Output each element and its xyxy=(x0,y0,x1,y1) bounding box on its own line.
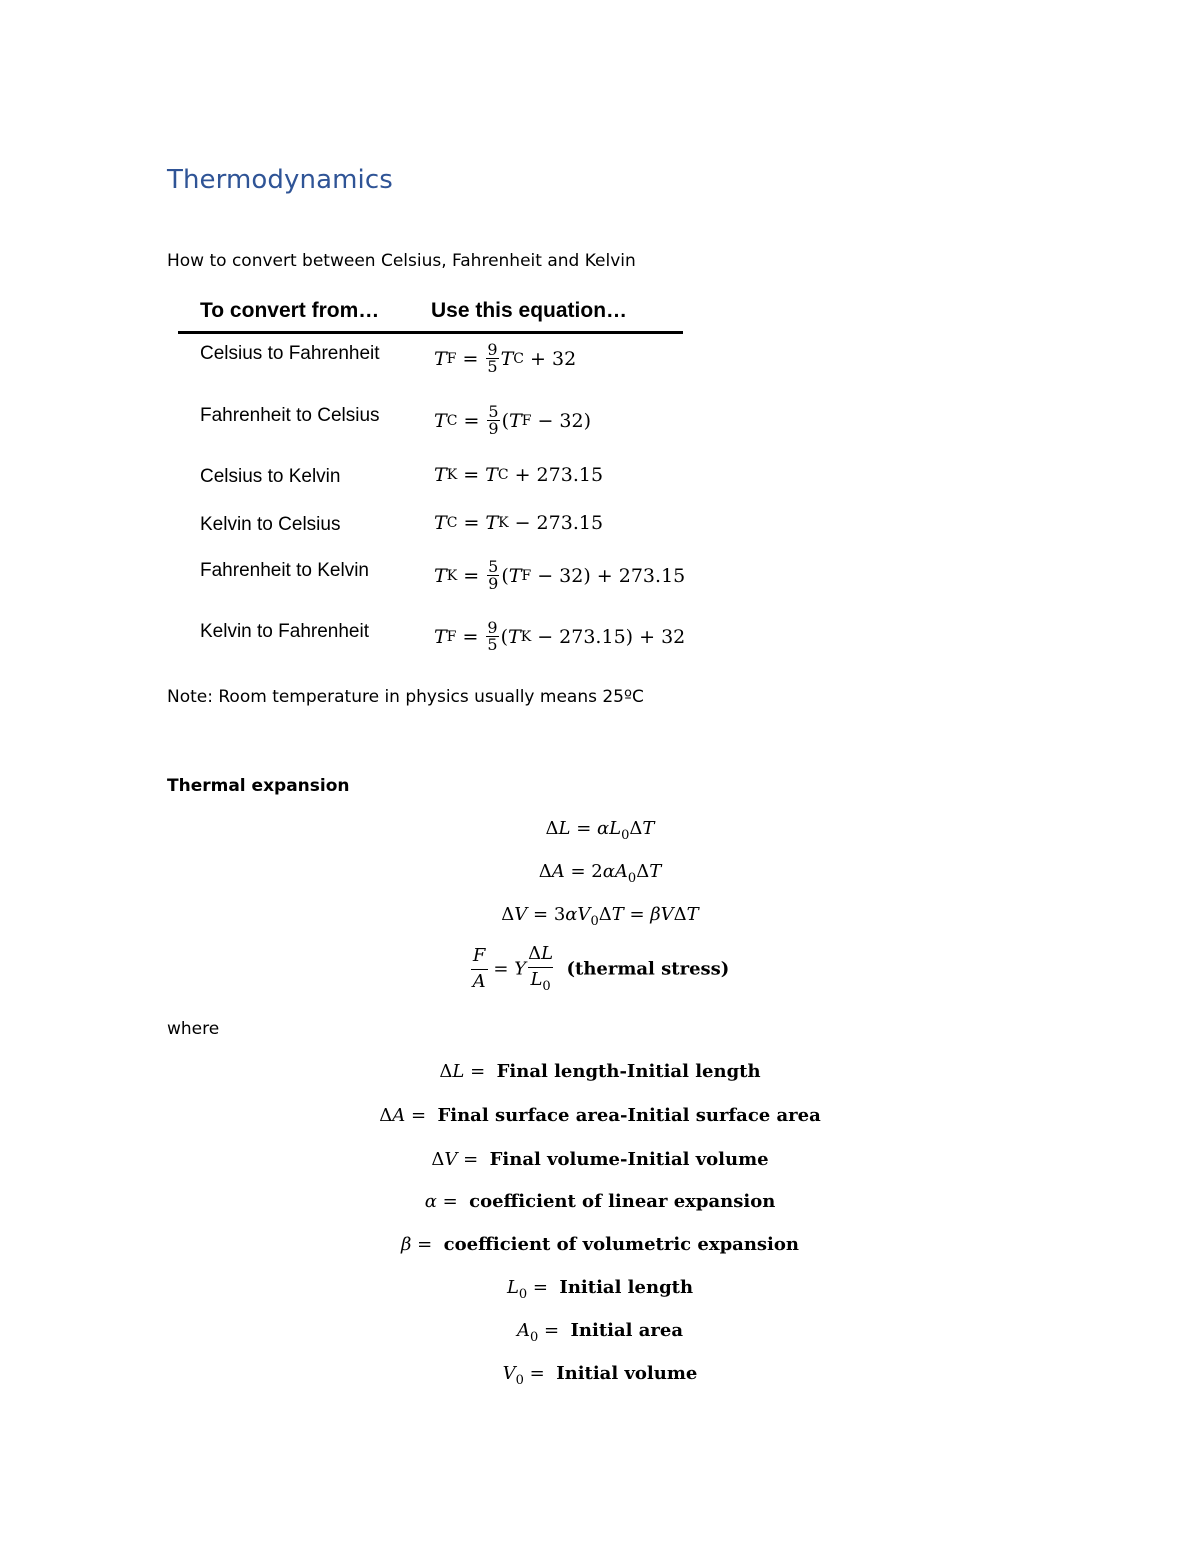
definition-alpha: α = coefficient of linear expansion xyxy=(424,1191,776,1212)
equation-f-to-c: T C = $\frac{5}{9}$ ( T F − 32) xyxy=(434,402,592,438)
definition-delta-a: ΔA = Final surface area-Initial surface area xyxy=(379,1105,821,1126)
definition-l0-text: Initial length xyxy=(559,1277,694,1298)
row-label-k-to-c: Kelvin to Celsius xyxy=(200,514,341,535)
thermal-stress-label: (thermal stress) xyxy=(566,958,730,980)
row-label-c-to-k: Celsius to Kelvin xyxy=(200,466,341,487)
equation-linear-expansion: $\Delta L = \alpha L_0\Delta T$ xyxy=(545,818,655,843)
equation-area-expansion: $\Delta A = 2\alpha A_0\Delta T$ xyxy=(538,861,662,886)
definition-beta-text: coefficient of volumetric expansion xyxy=(443,1234,799,1255)
row-label-f-to-c: Fahrenheit to Celsius xyxy=(200,405,380,426)
definition-delta-l-text: Final length-Initial length xyxy=(496,1061,761,1082)
definition-alpha-text: coefficient of linear expansion xyxy=(469,1191,776,1212)
definition-delta-l: ΔL = Final length-Initial length xyxy=(439,1061,761,1082)
table-header-from: To convert from… xyxy=(200,299,380,322)
conversion-intro: How to convert between Celsius, Fahrenheit and Kelvin xyxy=(167,251,636,271)
equation-volume-expansion: $\Delta V = 3\alpha V_0\Delta T = \beta V\Delta T$ xyxy=(501,904,699,929)
table-header-equation: Use this equation… xyxy=(431,299,628,322)
definition-delta-v: ΔV = Final volume-Initial volume xyxy=(431,1149,769,1170)
definition-a0: $A_0$ = Initial area xyxy=(516,1320,684,1345)
equation-c-to-k: T K = T C + 273.15 xyxy=(434,464,604,486)
definition-delta-v-text: Final volume-Initial volume xyxy=(489,1149,769,1170)
definition-l0: $L_0$ = Initial length xyxy=(506,1277,694,1302)
equation-k-to-c: T C = T K − 273.15 xyxy=(434,512,604,534)
equation-k-to-f: T F = $\frac{9}{5}$ ( T K − 273.15) + 32 xyxy=(434,618,686,654)
room-temperature-note: Note: Room temperature in physics usually means 25ºC xyxy=(167,687,644,707)
definition-v0: $V_0$ = Initial volume xyxy=(502,1363,698,1388)
row-label-c-to-f: Celsius to Fahrenheit xyxy=(200,343,380,364)
definition-beta: β = coefficient of volumetric expansion xyxy=(401,1234,799,1255)
definition-a0-text: Initial area xyxy=(570,1320,684,1341)
row-label-f-to-k: Fahrenheit to Kelvin xyxy=(200,560,369,581)
equation-f-to-k: T K = $\frac{5}{9}$ ( T F − 32) + 273.15 xyxy=(434,557,686,593)
page-title: Thermodynamics xyxy=(167,165,393,195)
equation-thermal-stress: $\frac{F}{A}$ = Y $\frac{\Delta L}{L_0}$ (thermal stress) xyxy=(472,943,730,994)
definition-delta-a-text: Final surface area-Initial surface area xyxy=(437,1105,821,1126)
where-label: where xyxy=(167,1019,220,1039)
equation-c-to-f: T F = $\frac{9}{5}$ T C + 32 xyxy=(434,340,577,376)
definition-v0-text: Initial volume xyxy=(556,1363,698,1384)
row-label-k-to-f: Kelvin to Fahrenheit xyxy=(200,621,369,642)
section-heading: Thermal expansion xyxy=(167,776,350,796)
table-header-rule xyxy=(178,331,683,334)
